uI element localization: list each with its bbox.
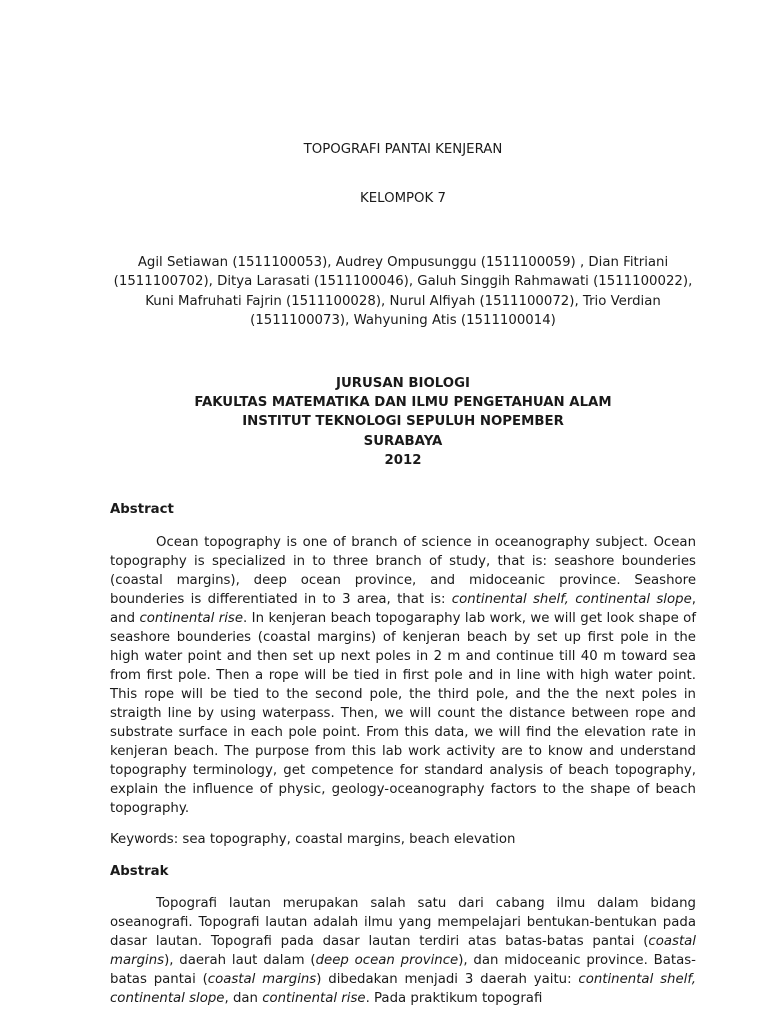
abstract-text-1: Ocean topography is one of branch of science in oceanography subject. Ocean topography is specialized in to three branch of study, that is: seashore bounderies (coastal margins), deep ocean province, and midoceanic province. Seashore bounderies is differentiated in to 3 area, that is: [110, 535, 696, 607]
group-label: KELOMPOK 7 [360, 191, 446, 206]
publication-year: 2012 [384, 452, 422, 468]
abstrak-text-1: Topografi lautan merupakan salah satu dari cabang ilmu dalam bidang oseanografi. Topografi lautan adalah ilmu yang mempelajari bentukan-bentukan pada dasar lautan. Topografi pada dasar lautan terdiri atas batas-batas pantai ( [110, 896, 696, 949]
abstract-heading: Abstract [110, 502, 174, 517]
city-name: SURABAYA [363, 433, 443, 449]
department-name: JURUSAN BIOLOGI [336, 376, 470, 391]
faculty-name: FAKULTAS MATEMATIKA DAN ILMU PENGETAHUAN ALAM [194, 395, 612, 411]
abstrak-heading: Abstrak [110, 864, 169, 879]
university-name: INSTITUT TEKNOLOGI SEPULUH NOPEMBER [242, 414, 564, 430]
abstrak-italic-5: continental rise [262, 991, 366, 1006]
institution-block [110, 374, 696, 470]
abstrak-body [110, 894, 696, 1008]
abstrak-italic-4: continental shelf, continental slope [110, 972, 696, 1006]
abstract-text-2: , and [110, 592, 696, 626]
abstract-body [110, 533, 696, 818]
abstract-italic-2: continental rise [139, 611, 244, 626]
abstrak-italic-1: coastal margins [110, 934, 696, 968]
abstrak-italic-3: coastal margins [207, 972, 317, 987]
abstract-italic-1: continental shelf, continental slope [451, 592, 692, 607]
abstrak-text-3: ), dan midoceanic province. Batas-batas pantai ( [110, 953, 696, 987]
abstrak-text-6: . Pada praktikum topografi [365, 991, 543, 1006]
author-list: Agil Setiawan (1511100053), Audrey Ompusunggu (1511100059) , Dian Fitriani (1511100702), Ditya Larasati (1511100046), Galuh Singgih Rahmawati (1511100022), Kuni Mafruhati Fajrin (1511100028), Nurul Alfiyah (1511100072), Trio Verdian (1511100073), Wahyuning Atis (1511100014) [113, 255, 693, 328]
abstrak-text-4: ) dibedakan menjadi 3 daerah yaitu: [316, 972, 579, 987]
paper-title: TOPOGRAFI PANTAI KENJERAN [303, 142, 503, 157]
abstrak-text-5: , dan [224, 991, 263, 1006]
keywords-line: Keywords: sea topography, coastal margins, beach elevation [110, 832, 516, 847]
abstrak-italic-2: deep ocean province [315, 953, 459, 968]
abstract-text-3: . In kenjeran beach topogaraphy lab work, we will get look shape of seashore bounderies (coastal margins) of kenjeran beach by set up first pole in the high water point and then set up next poles in 2 m and continue till 40 m toward sea from first pole. Then a rope will be tied in first pole and in line with high water point. This rope will be tied to the second pole, the third pole, and the the next poles in straigth line by using waterpass. Then, we will count the distance between rope and substrate surface in each pole point. From this data, we will find the elevation rate in kenjeran beach. The purpose from this lab work activity are to know and understand topography terminology, get competence for standard analysis of beach topography, explain the influence of physic, geology-oceanography factors to the shape of beach topography. [110, 611, 697, 816]
abstrak-text-2: ), daerah laut dalam ( [164, 953, 316, 968]
